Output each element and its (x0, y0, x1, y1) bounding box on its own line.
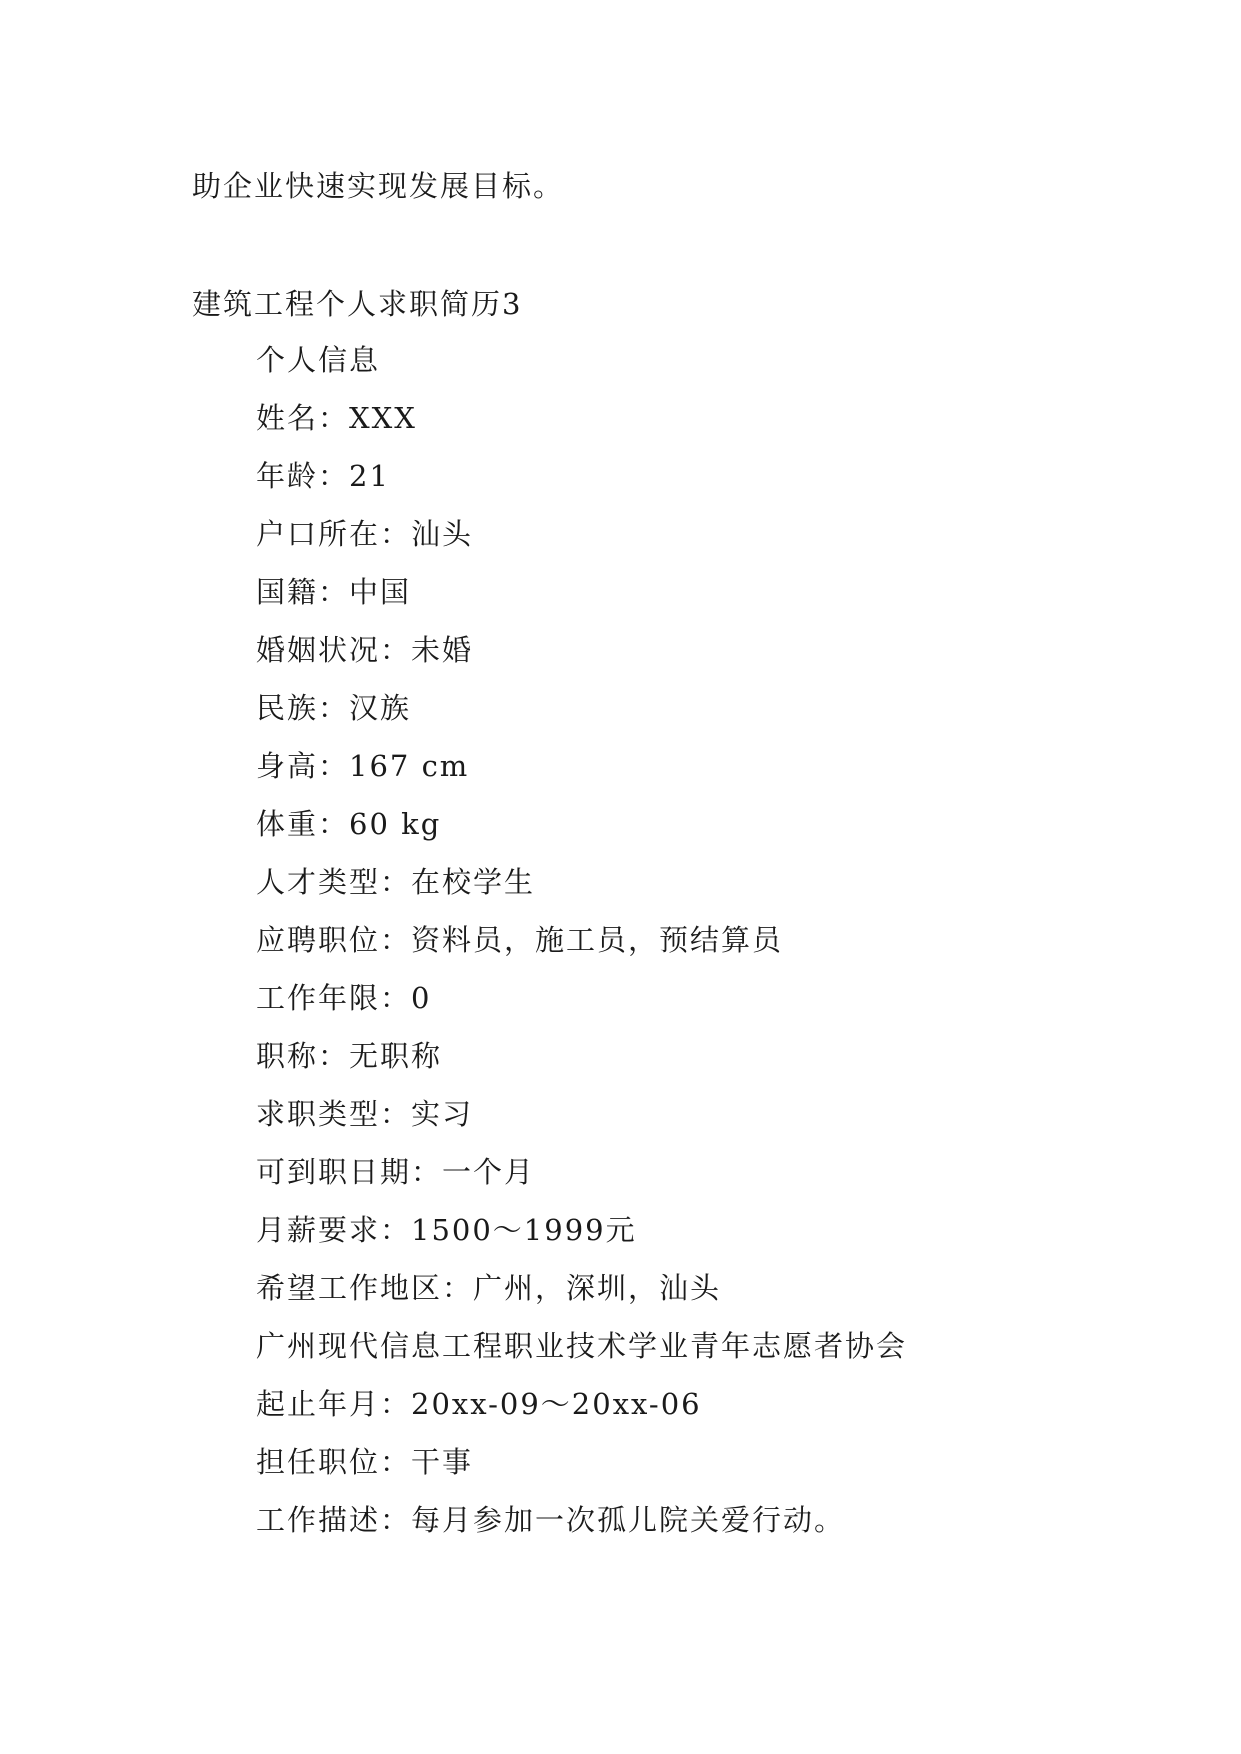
resume-line-work-years: 工作年限：0 (256, 981, 432, 1015)
resume-line-applied-positions: 应聘职位：资料员，施工员，预结算员 (256, 923, 784, 957)
resume-line-ethnicity: 民族：汉族 (256, 691, 412, 725)
resume-line-age: 年龄：21 (256, 459, 390, 493)
resume-line-personal-info-heading: 个人信息 (256, 343, 381, 377)
resume-line-name: 姓名：XXX (256, 401, 417, 435)
resume-line-available-date: 可到职日期：一个月 (256, 1155, 536, 1189)
section-title: 建筑工程个人求职简历3 (192, 287, 523, 321)
resume-line-height: 身高：167 cm (256, 749, 470, 783)
resume-line-period: 起止年月：20xx-09～20xx-06 (256, 1387, 702, 1421)
resume-line-job-type: 求职类型：实习 (256, 1097, 474, 1131)
resume-line-talent-type: 人才类型：在校学生 (256, 865, 536, 899)
lead-paragraph: 助企业快速实现发展目标。 (192, 169, 565, 203)
resume-line-household-registration: 户口所在：汕头 (256, 517, 474, 551)
resume-line-title: 职称：无职称 (256, 1039, 443, 1073)
resume-line-position-held: 担任职位：干事 (256, 1445, 474, 1479)
resume-line-marital-status: 婚姻状况：未婚 (256, 633, 474, 667)
resume-line-weight: 体重：60 kg (256, 807, 442, 841)
resume-line-expected-salary: 月薪要求：1500～1999元 (256, 1213, 637, 1247)
resume-line-preferred-locations: 希望工作地区：广州，深圳，汕头 (256, 1271, 722, 1305)
resume-line-nationality: 国籍：中国 (256, 575, 412, 609)
resume-line-organization: 广州现代信息工程职业技术学业青年志愿者协会 (256, 1329, 908, 1363)
resume-line-work-description: 工作描述：每月参加一次孤儿院关爱行动。 (256, 1503, 846, 1537)
